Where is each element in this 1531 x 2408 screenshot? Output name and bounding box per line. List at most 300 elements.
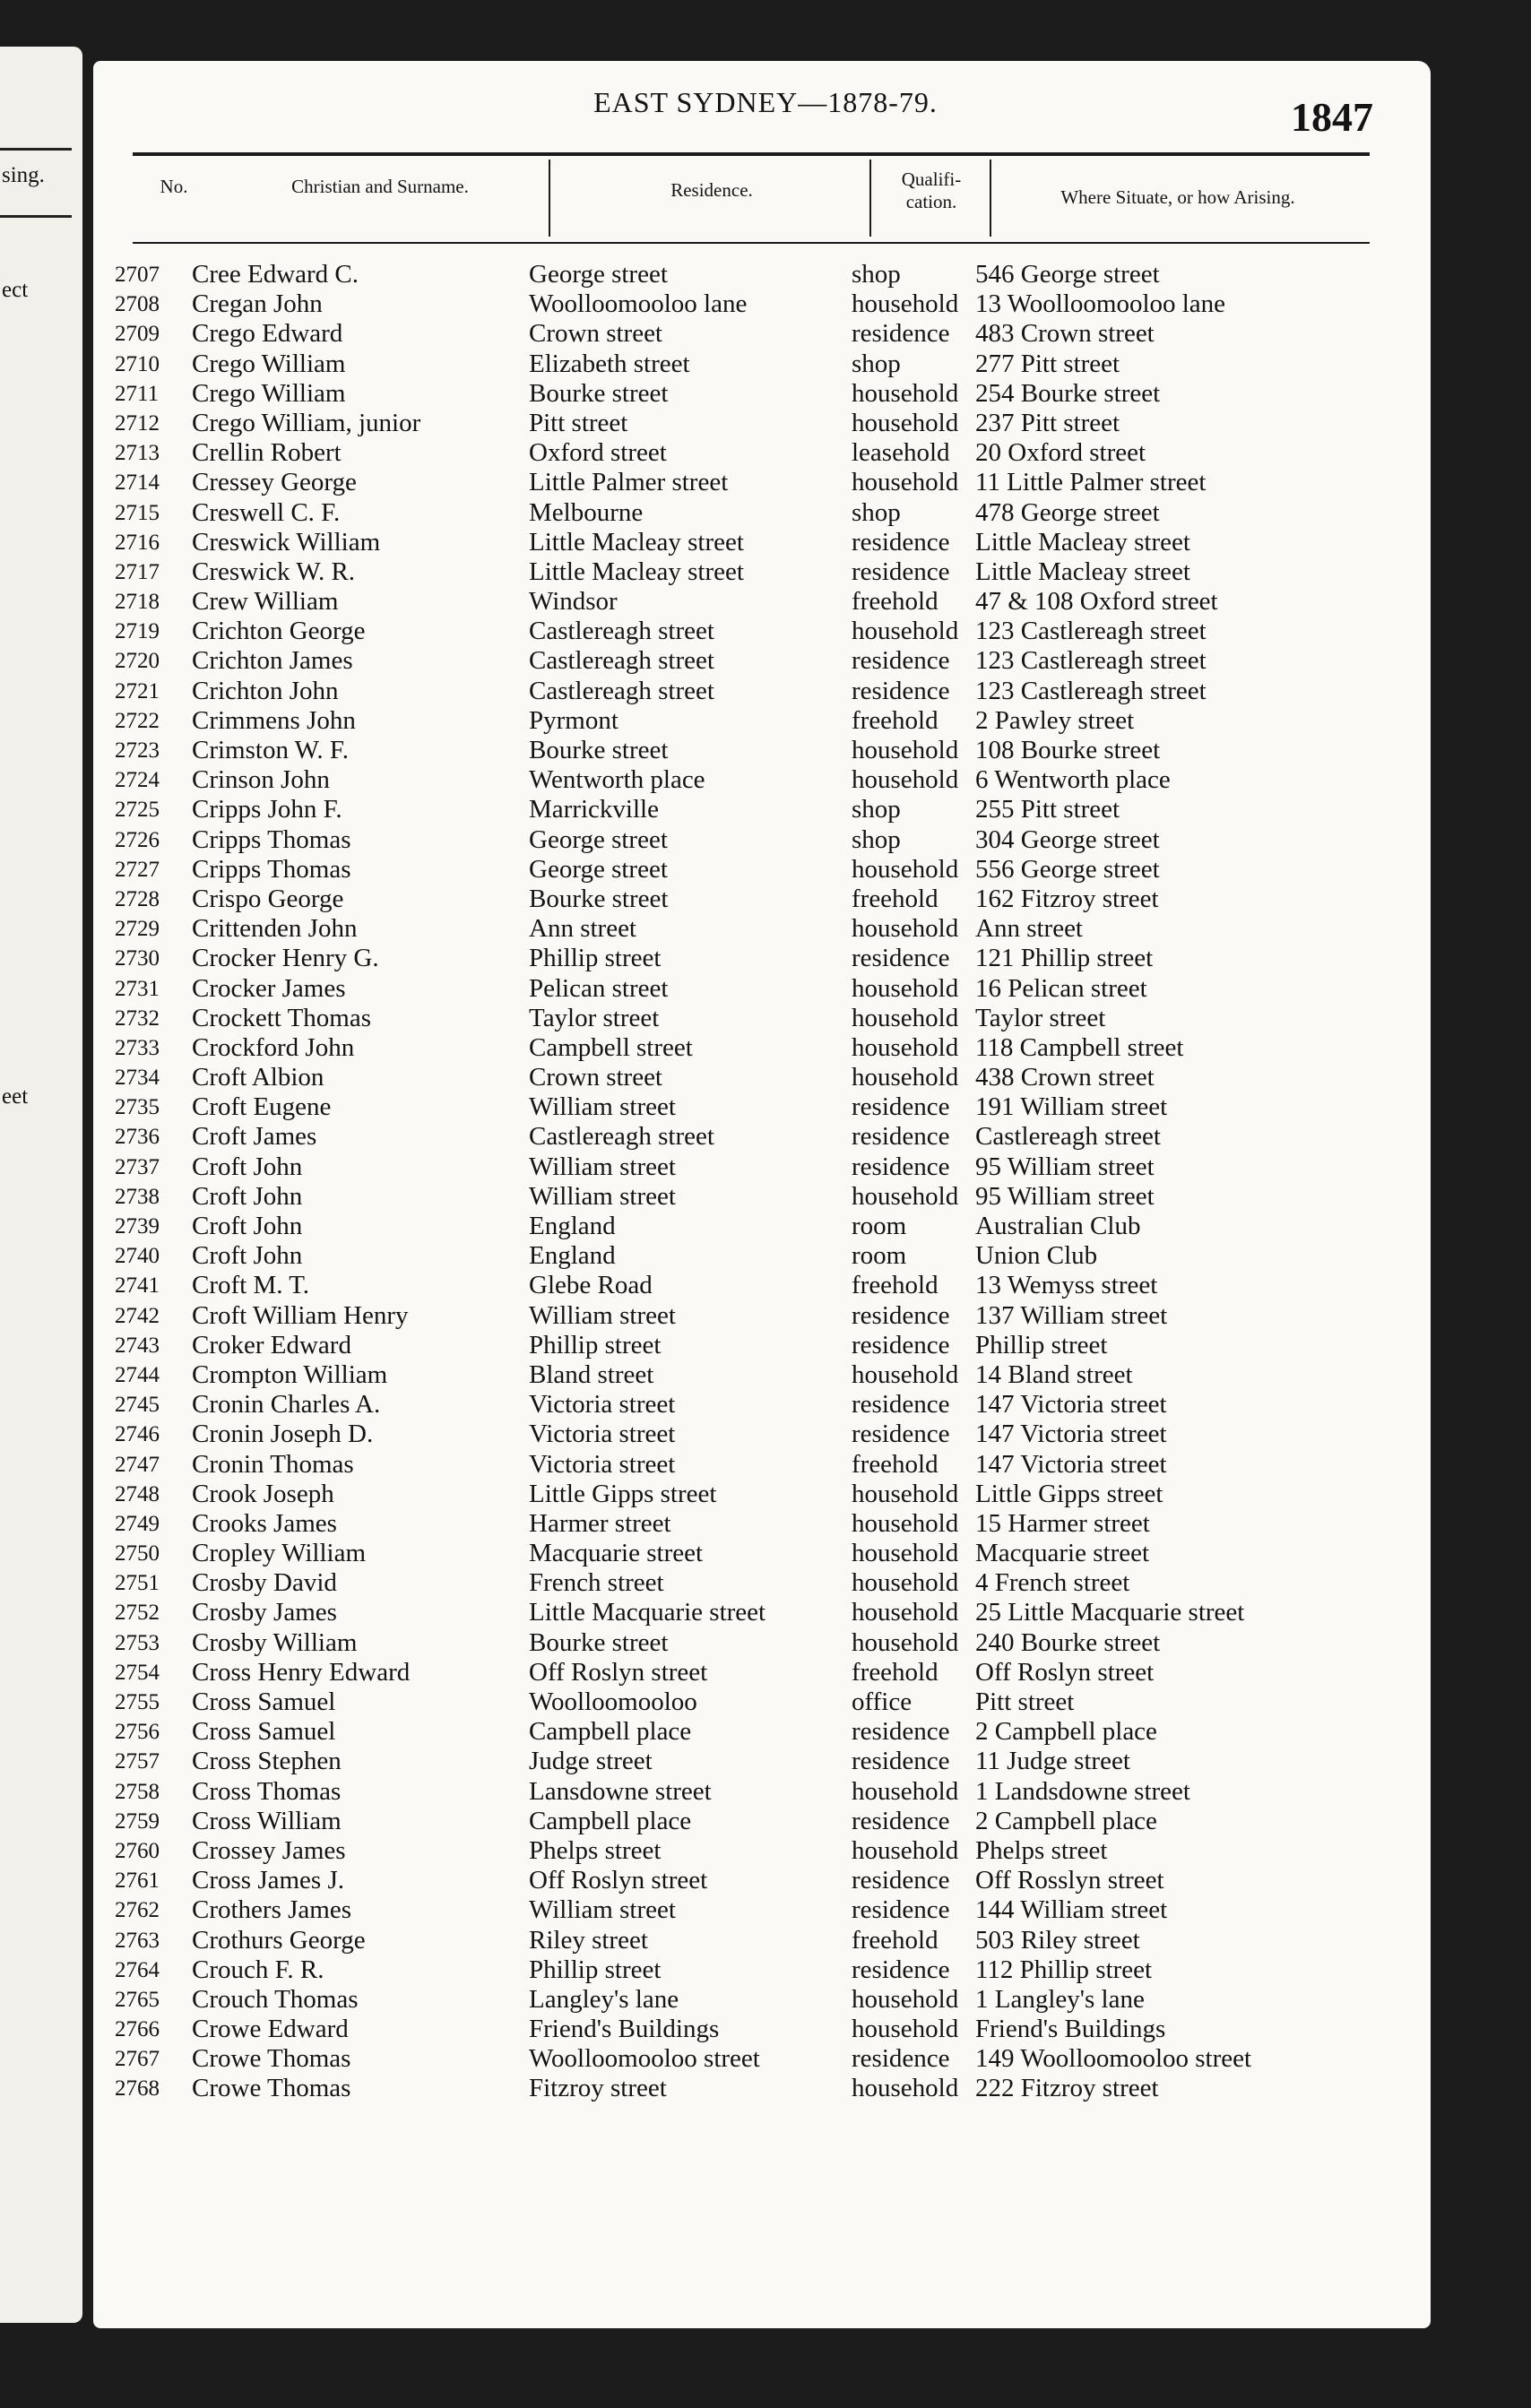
voter-name: Crego William [192,378,346,408]
voter-name: Crispo George [192,884,344,913]
voter-name: Cripps Thomas [192,824,351,854]
entry-row [93,1480,1431,1509]
residence: George street [529,260,668,289]
where-situate: 147 Victoria street [975,1390,1167,1420]
voter-name: Cronin Charles A. [192,1390,381,1420]
entry-row [93,1212,1431,1241]
where-situate: Castlereagh street [975,1122,1161,1152]
voter-name: Creswell C. F. [192,497,341,527]
residence: Bourke street [529,1627,669,1657]
where-situate: 95 William street [975,1181,1155,1211]
facing-page-fragment: sing. [2,163,45,187]
voter-name: Crichton John [192,676,339,705]
residence: Little Macleay street [529,527,744,557]
voter-name: Crocker James [192,973,346,1003]
where-situate: Off Rosslyn street [975,1866,1164,1895]
qualification: household [852,1776,959,1806]
entry-number: 2718 [115,590,160,615]
where-situate: 15 Harmer street [975,1508,1150,1538]
voter-name: Cripps John F. [192,795,342,824]
entry-number: 2756 [115,1720,160,1745]
entry-row [93,1747,1431,1776]
voter-name: Crego William, junior [192,408,421,437]
entry-number: 2739 [115,1214,160,1239]
qualification: residence [852,1806,950,1835]
entry-row [93,1687,1431,1717]
voter-name: Cregan John [192,289,323,319]
residence: William street [529,1181,676,1211]
where-situate: 13 Woolloomooloo lane [975,289,1226,319]
entry-number: 2711 [115,381,160,406]
qualification: household [852,1598,959,1627]
qualification: residence [852,1300,950,1330]
where-situate: 112 Phillip street [975,1955,1153,1984]
qualification: shop [852,260,901,289]
voter-name: Crichton George [192,617,366,646]
entry-number: 2750 [115,1541,160,1566]
voter-name: Crowe Thomas [192,2074,351,2103]
qualification: household [852,1984,959,2014]
entry-row [93,1033,1431,1063]
entry-number: 2729 [115,917,160,942]
entry-number: 2747 [115,1452,160,1477]
qualification: household [852,1063,959,1092]
residence: George street [529,824,668,854]
where-situate: Pitt street [975,1687,1075,1716]
residence: Little Gipps street [529,1479,717,1508]
residence: Phillip street [529,1955,662,1984]
qualification: household [852,1568,959,1598]
entry-number: 2734 [115,1066,160,1091]
residence: Lansdowne street [529,1776,712,1806]
voter-name: Croker Edward [192,1330,351,1359]
where-situate: 95 William street [975,1152,1155,1181]
residence: Judge street [529,1747,653,1776]
voter-name: Crew William [192,587,339,617]
entry-row [93,2044,1431,2074]
entry-row [93,409,1431,438]
entry-row [93,1063,1431,1092]
where-situate: 144 William street [975,1895,1168,1925]
electoral-roll-entries [93,260,1431,2104]
where-situate: 277 Pitt street [975,349,1120,378]
voter-name: Cross Stephen [192,1747,342,1776]
voter-name: Crowe Edward [192,2015,349,2044]
entry-number: 2762 [115,1898,160,1923]
voter-name: Cross Henry Edward [192,1657,411,1687]
residence: Taylor street [529,1003,660,1032]
entry-number: 2743 [115,1333,160,1358]
where-situate: 4 French street [975,1568,1130,1598]
where-situate: 255 Pitt street [975,795,1120,824]
qualification: room [852,1241,907,1271]
where-situate: Union Club [975,1241,1098,1271]
where-situate: 108 Bourke street [975,736,1161,764]
page-number: 1847 [1291,94,1373,140]
entry-row [93,736,1431,765]
qualification: residence [852,646,950,676]
residence: Phelps street [529,1835,662,1865]
qualification: household [852,1003,959,1032]
voter-name: Croft John [192,1152,303,1181]
residence: Oxford street [529,438,667,468]
entry-number: 2764 [115,1957,160,1982]
entry-number: 2725 [115,798,160,823]
entry-row [93,1152,1431,1182]
voter-name: Croft M. T. [192,1271,310,1300]
where-situate: 149 Woolloomooloo street [975,2044,1252,2074]
entry-row [93,1598,1431,1627]
qualification: shop [852,349,901,378]
entry-number: 2724 [115,768,160,793]
entry-number: 2753 [115,1630,160,1655]
entry-number: 2759 [115,1808,160,1834]
voter-name: Cronin Thomas [192,1449,354,1479]
residence: Woolloomooloo [529,1687,697,1716]
residence: Castlereagh street [529,617,714,646]
entry-row [93,1241,1431,1271]
qualification: residence [852,527,950,557]
entry-row [93,1420,1431,1449]
residence: William street [529,1092,676,1122]
residence: Marrickville [529,795,659,824]
entry-row [93,855,1431,885]
residence: Campbell place [529,1806,692,1835]
entry-number: 2754 [115,1660,160,1685]
residence: Bourke street [529,884,669,913]
entry-row [93,468,1431,497]
where-situate: 11 Judge street [975,1747,1130,1776]
entry-number: 2765 [115,1987,160,2012]
residence: French street [529,1568,664,1598]
where-situate: Little Gipps street [975,1479,1163,1508]
qualification: office [852,1687,913,1716]
residence: Wentworth place [529,765,705,795]
where-situate: 147 Victoria street [975,1449,1167,1479]
where-situate: 118 Campbell street [975,1032,1184,1062]
entry-row [93,1717,1431,1747]
where-situate: 254 Bourke street [975,378,1161,408]
facing-page-rule [0,215,72,218]
voter-name: Crittenden John [192,914,358,944]
entry-number: 2741 [115,1273,160,1299]
where-situate: 11 Little Palmer street [975,468,1207,497]
entry-number: 2731 [115,976,160,1001]
voter-name: Cripps Thomas [192,854,351,884]
entry-number: 2749 [115,1511,160,1536]
qualification: freehold [852,705,938,735]
where-situate: 123 Castlereagh street [975,676,1207,705]
residence: Woolloomooloo street [529,2044,760,2074]
where-situate: 123 Castlereagh street [975,617,1207,646]
residence: Bourke street [529,736,669,764]
voter-name: Crocker Henry G. [192,944,379,973]
column-header-no: No. [160,176,188,197]
residence: England [529,1212,616,1240]
voter-name: Crothers James [192,1895,351,1925]
where-situate: Taylor street [975,1003,1106,1032]
where-situate: 483 Crown street [975,319,1155,349]
qualification: household [852,408,959,437]
entry-row [93,1271,1431,1300]
entry-number: 2709 [115,322,160,347]
entry-number: 2752 [115,1601,160,1626]
qualification: household [852,1032,959,1062]
where-situate: Off Roslyn street [975,1657,1155,1687]
qualification: household [852,914,959,944]
where-situate: 47 & 108 Oxford street [975,587,1218,617]
residence: Riley street [529,1925,648,1955]
qualification: residence [852,1152,950,1181]
entry-row [93,2015,1431,2044]
qualification: leasehold [852,438,950,468]
residence: Woolloomooloo lane [529,289,748,319]
where-situate: Ann street [975,914,1083,944]
entry-number: 2768 [115,2076,160,2102]
residence: Crown street [529,319,662,349]
column-divider [549,160,550,237]
qualification: household [852,1359,959,1389]
entry-number: 2726 [115,827,160,852]
where-situate: Australian Club [975,1212,1141,1240]
qualification: residence [852,1390,950,1420]
entry-row [93,1985,1431,2015]
voter-name: Crooks James [192,1508,337,1538]
entry-row [93,1092,1431,1122]
where-situate: Phillip street [975,1330,1108,1359]
voter-name: Crowe Thomas [192,2044,351,2074]
entry-number: 2740 [115,1244,160,1269]
where-situate: 478 George street [975,497,1160,527]
qualification: residence [852,319,950,349]
residence: Fitzroy street [529,2074,667,2103]
residence: Langley's lane [529,1984,679,2014]
residence: Harmer street [529,1508,671,1538]
voter-name: Cropley William [192,1539,367,1568]
voter-name: Cross Samuel [192,1687,336,1716]
qualification: residence [852,1895,950,1925]
entry-number: 2730 [115,946,160,971]
qualification: freehold [852,587,938,617]
entry-row [93,765,1431,795]
residence: Little Palmer street [529,468,729,497]
residence: Ann street [529,914,636,944]
qualification: residence [852,944,950,973]
where-situate: 121 Phillip street [975,944,1154,973]
qualification: residence [852,1866,950,1895]
residence: Little Macleay street [529,557,744,586]
where-situate: Macquarie street [975,1539,1150,1568]
entry-row [93,1777,1431,1807]
where-situate: 556 George street [975,854,1160,884]
qualification: freehold [852,1271,938,1300]
entry-number: 2761 [115,1869,160,1894]
entry-number: 2766 [115,2017,160,2042]
entry-row [93,1182,1431,1212]
voter-name: Crego Edward [192,319,343,349]
voter-name: Croft James [192,1122,317,1152]
qualification: household [852,854,959,884]
where-situate: 147 Victoria street [975,1420,1167,1449]
entry-number: 2714 [115,470,160,496]
facing-page-fragment: eet [2,1084,29,1109]
entry-row [93,1301,1431,1331]
entry-row [93,438,1431,468]
residence: Little Macquarie street [529,1598,766,1627]
residence: Bland street [529,1359,654,1389]
voter-name: Croft William Henry [192,1300,409,1330]
voter-name: Croft John [192,1181,303,1211]
voter-name: Crook Joseph [192,1479,334,1508]
entry-row [93,260,1431,289]
where-situate: 16 Pelican street [975,973,1147,1003]
where-situate: 1 Langley's lane [975,1984,1145,2014]
where-situate: 2 Pawley street [975,705,1135,735]
column-header-name: Christian and Surname. [291,176,469,197]
facing-page-fragment: ect [2,278,29,302]
voter-name: Cronin Joseph D. [192,1420,374,1449]
where-situate: 1 Landsdowne street [975,1776,1190,1806]
entry-number: 2737 [115,1154,160,1179]
entry-row [93,1926,1431,1955]
residence: Castlereagh street [529,676,714,705]
entry-row [93,944,1431,973]
voter-name: Croft John [192,1241,303,1271]
residence: Macquarie street [529,1539,704,1568]
column-header-qualification-line: Qualifi- [901,168,962,190]
entry-number: 2760 [115,1838,160,1863]
entry-number: 2758 [115,1779,160,1804]
residence: Elizabeth street [529,349,690,378]
residence: Pyrmont [529,705,618,735]
voter-name: Creswick William [192,527,381,557]
entry-row [93,646,1431,676]
entry-row [93,528,1431,557]
voter-name: Cree Edward C. [192,260,359,289]
register-page [93,61,1431,2328]
column-header-where: Where Situate, or how Arising. [1060,186,1295,208]
residence: Friend's Buildings [529,2015,720,2044]
where-situate: 2 Campbell place [975,1806,1157,1835]
residence: Victoria street [529,1449,676,1479]
residence: Victoria street [529,1390,676,1420]
voter-name: Crossey James [192,1835,346,1865]
qualification: household [852,468,959,497]
residence: Castlereagh street [529,646,714,676]
entry-number: 2727 [115,857,160,882]
qualification: shop [852,795,901,824]
where-situate: 222 Fitzroy street [975,2074,1159,2103]
residence: Melbourne [529,497,644,527]
residence: Off Roslyn street [529,1866,708,1895]
residence: Crown street [529,1063,662,1092]
where-situate: 13 Wemyss street [975,1271,1158,1300]
entry-row [93,1004,1431,1033]
entry-row [93,1390,1431,1420]
entry-row [93,974,1431,1004]
entry-row [93,825,1431,855]
entry-number: 2715 [115,500,160,525]
facing-page-rule [0,148,72,151]
where-situate: 123 Castlereagh street [975,646,1207,676]
entry-number: 2755 [115,1690,160,1714]
entry-row [93,350,1431,379]
qualification: residence [852,676,950,705]
residence: Glebe Road [529,1271,653,1300]
qualification: residence [852,1092,950,1122]
qualification: freehold [852,1657,938,1687]
entry-number: 2732 [115,1005,160,1031]
entry-number: 2735 [115,1095,160,1120]
entry-number: 2733 [115,1035,160,1060]
entry-number: 2722 [115,708,160,733]
entry-row [93,587,1431,617]
qualification: residence [852,1747,950,1776]
voter-name: Crimmens John [192,705,356,735]
qualification: household [852,378,959,408]
entry-row [93,677,1431,706]
voter-name: Crouch F. R. [192,1955,324,1984]
entry-row [93,379,1431,409]
voter-name: Croft Albion [192,1063,324,1092]
entry-number: 2728 [115,886,160,911]
residence: William street [529,1300,676,1330]
where-situate: 237 Pitt street [975,408,1120,437]
qualification: household [852,1627,959,1657]
column-header-qualification-line: cation. [905,191,957,212]
qualification: freehold [852,1925,938,1955]
where-situate: 546 George street [975,260,1160,289]
qualification: household [852,765,959,795]
residence: Phillip street [529,1330,662,1359]
column-divider [869,160,871,237]
residence: William street [529,1895,676,1925]
where-situate: 25 Little Macquarie street [975,1598,1245,1627]
where-situate: 137 William street [975,1300,1168,1330]
where-situate: 191 William street [975,1092,1168,1122]
voter-name: Cross Thomas [192,1776,342,1806]
voter-name: Croft Eugene [192,1092,332,1122]
residence: Castlereagh street [529,1122,714,1152]
residence: Bourke street [529,378,669,408]
column-header-residence: Residence. [670,179,753,201]
qualification: freehold [852,884,938,913]
where-situate: 438 Crown street [975,1063,1155,1092]
qualification: room [852,1212,907,1240]
entry-number: 2721 [115,678,160,703]
where-situate: Little Macleay street [975,527,1190,557]
entry-row [93,498,1431,528]
residence: England [529,1241,616,1271]
qualification: household [852,1835,959,1865]
entry-number: 2707 [115,263,160,287]
residence: George street [529,854,668,884]
entry-number: 2736 [115,1125,160,1150]
entry-number: 2744 [115,1362,160,1387]
qualification: residence [852,1330,950,1359]
entry-row [93,1955,1431,1985]
where-situate: 162 Fitzroy street [975,884,1159,913]
entry-number: 2723 [115,738,160,763]
residence: Pitt street [529,408,628,437]
entry-row [93,706,1431,736]
entry-row [93,914,1431,944]
where-situate: 503 Riley street [975,1925,1140,1955]
qualification: household [852,1539,959,1568]
voter-name: Crothurs George [192,1925,366,1955]
where-situate: 20 Oxford street [975,438,1146,468]
qualification: household [852,1508,959,1538]
